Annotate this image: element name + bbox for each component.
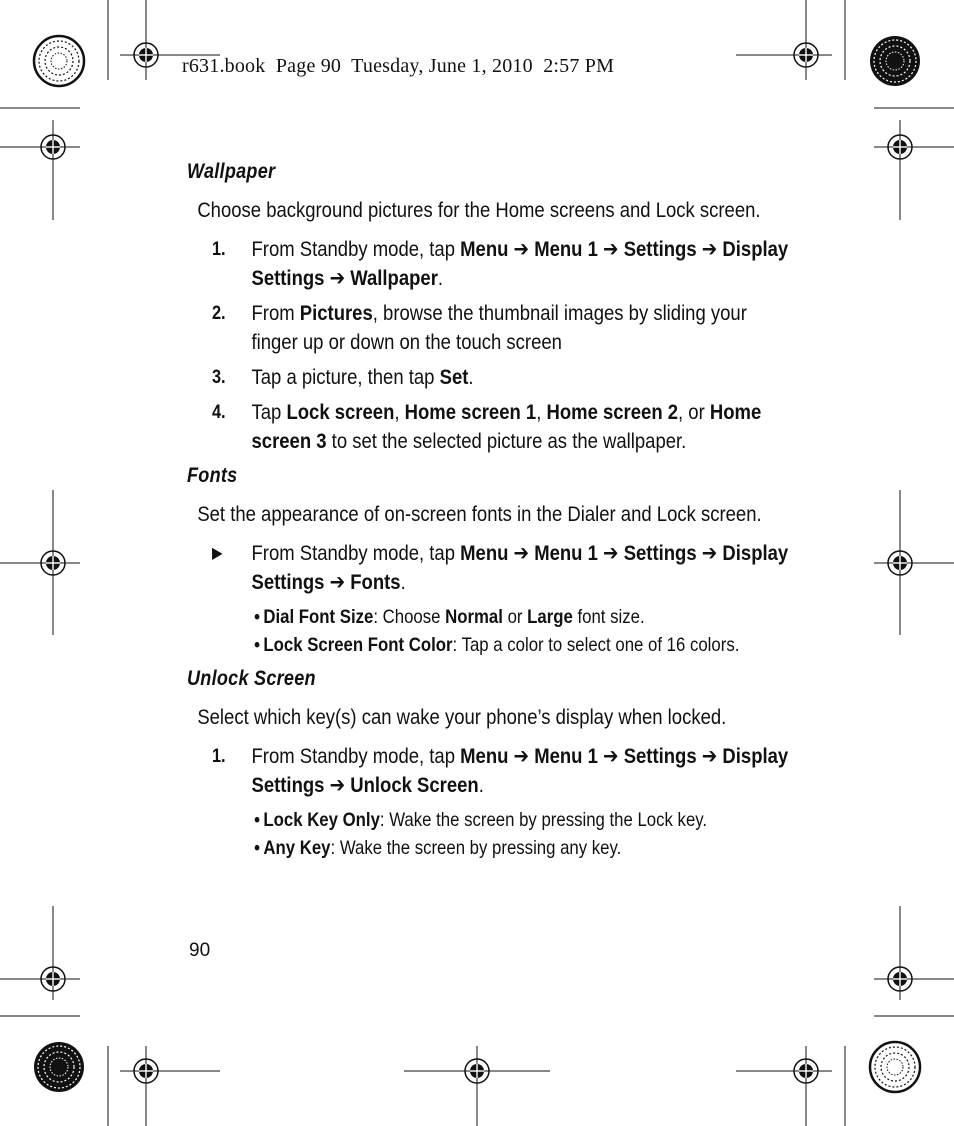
step-number: 1. bbox=[211, 239, 226, 260]
step-text: From Pictures, browse the thumbnail images by sliding your finger up or down on the touch screen bbox=[251, 301, 747, 354]
arrow-icon: ➔ bbox=[329, 773, 346, 797]
wallpaper-section bbox=[187, 158, 789, 456]
list-item: • Any Key: Wake the screen by pressing any key. bbox=[254, 837, 622, 859]
arrow-icon: ➔ bbox=[513, 541, 530, 565]
section-heading: Fonts bbox=[187, 464, 238, 487]
list-item: • Lock Screen Font Color: Tap a color to select one of 16 colors. bbox=[254, 634, 740, 656]
arrow-icon: ➔ bbox=[329, 266, 346, 290]
step-number: 2. bbox=[211, 303, 226, 324]
bullet-list bbox=[254, 603, 789, 659]
book-header: r631.book Page 90 Tuesday, June 1, 2010 2:57 PM bbox=[182, 55, 615, 77]
step-item bbox=[187, 539, 789, 597]
step-item bbox=[187, 363, 789, 392]
step-item bbox=[187, 299, 789, 357]
arrow-icon: ➔ bbox=[603, 237, 619, 261]
bullet-list bbox=[254, 806, 789, 862]
step-text: From Standby mode, tap Menu ➔ Menu 1 ➔ Settings ➔ Display Settings ➔ Wallpaper. bbox=[251, 237, 789, 290]
steps-list bbox=[187, 235, 789, 456]
section-intro: Select which key(s) can wake your phone’s display when locked. bbox=[197, 705, 727, 729]
arrow-icon: ➔ bbox=[513, 237, 530, 261]
page-content bbox=[187, 158, 789, 868]
arrow-icon: ➔ bbox=[603, 541, 619, 565]
step-number: 3. bbox=[211, 367, 226, 388]
arrow-icon: ➔ bbox=[701, 541, 718, 565]
step-number: 4. bbox=[211, 402, 226, 423]
list-item: • Lock Key Only: Wake the screen by pressing the Lock key. bbox=[254, 809, 708, 831]
steps-list bbox=[187, 539, 789, 597]
arrow-icon: ➔ bbox=[513, 744, 530, 768]
arrow-icon: ➔ bbox=[701, 744, 718, 768]
arrow-icon: ➔ bbox=[329, 570, 346, 594]
unlock-screen-section bbox=[187, 665, 789, 862]
step-item bbox=[187, 235, 789, 293]
triangle-bullet-icon: ▶ bbox=[211, 545, 223, 562]
step-text: From Standby mode, tap Menu ➔ Menu 1 ➔ Settings ➔ Display Settings ➔ Fonts. bbox=[251, 541, 789, 594]
section-heading: Unlock Screen bbox=[187, 667, 316, 690]
page-number: 90 bbox=[189, 940, 211, 961]
step-item bbox=[187, 398, 789, 456]
step-item bbox=[187, 742, 789, 800]
arrow-icon: ➔ bbox=[603, 744, 619, 768]
steps-list bbox=[187, 742, 789, 800]
step-number: 1. bbox=[211, 746, 226, 767]
step-text: From Standby mode, tap Menu ➔ Menu 1 ➔ Settings ➔ Display Settings ➔ Unlock Screen. bbox=[251, 744, 789, 797]
step-text: Tap Lock screen, Home screen 1, Home screen 2, or Home screen 3 to set the selected picture as the wallpaper. bbox=[251, 400, 762, 453]
section-heading: Wallpaper bbox=[187, 160, 276, 183]
fonts-section bbox=[187, 462, 789, 659]
arrow-icon: ➔ bbox=[701, 237, 718, 261]
section-intro: Set the appearance of on-screen fonts in the Dialer and Lock screen. bbox=[197, 502, 762, 526]
list-item: • Dial Font Size: Choose Normal or Large font size. bbox=[254, 606, 645, 628]
step-text: Tap a picture, then tap Set. bbox=[251, 365, 474, 389]
section-intro: Choose background pictures for the Home screens and Lock screen. bbox=[197, 198, 761, 222]
